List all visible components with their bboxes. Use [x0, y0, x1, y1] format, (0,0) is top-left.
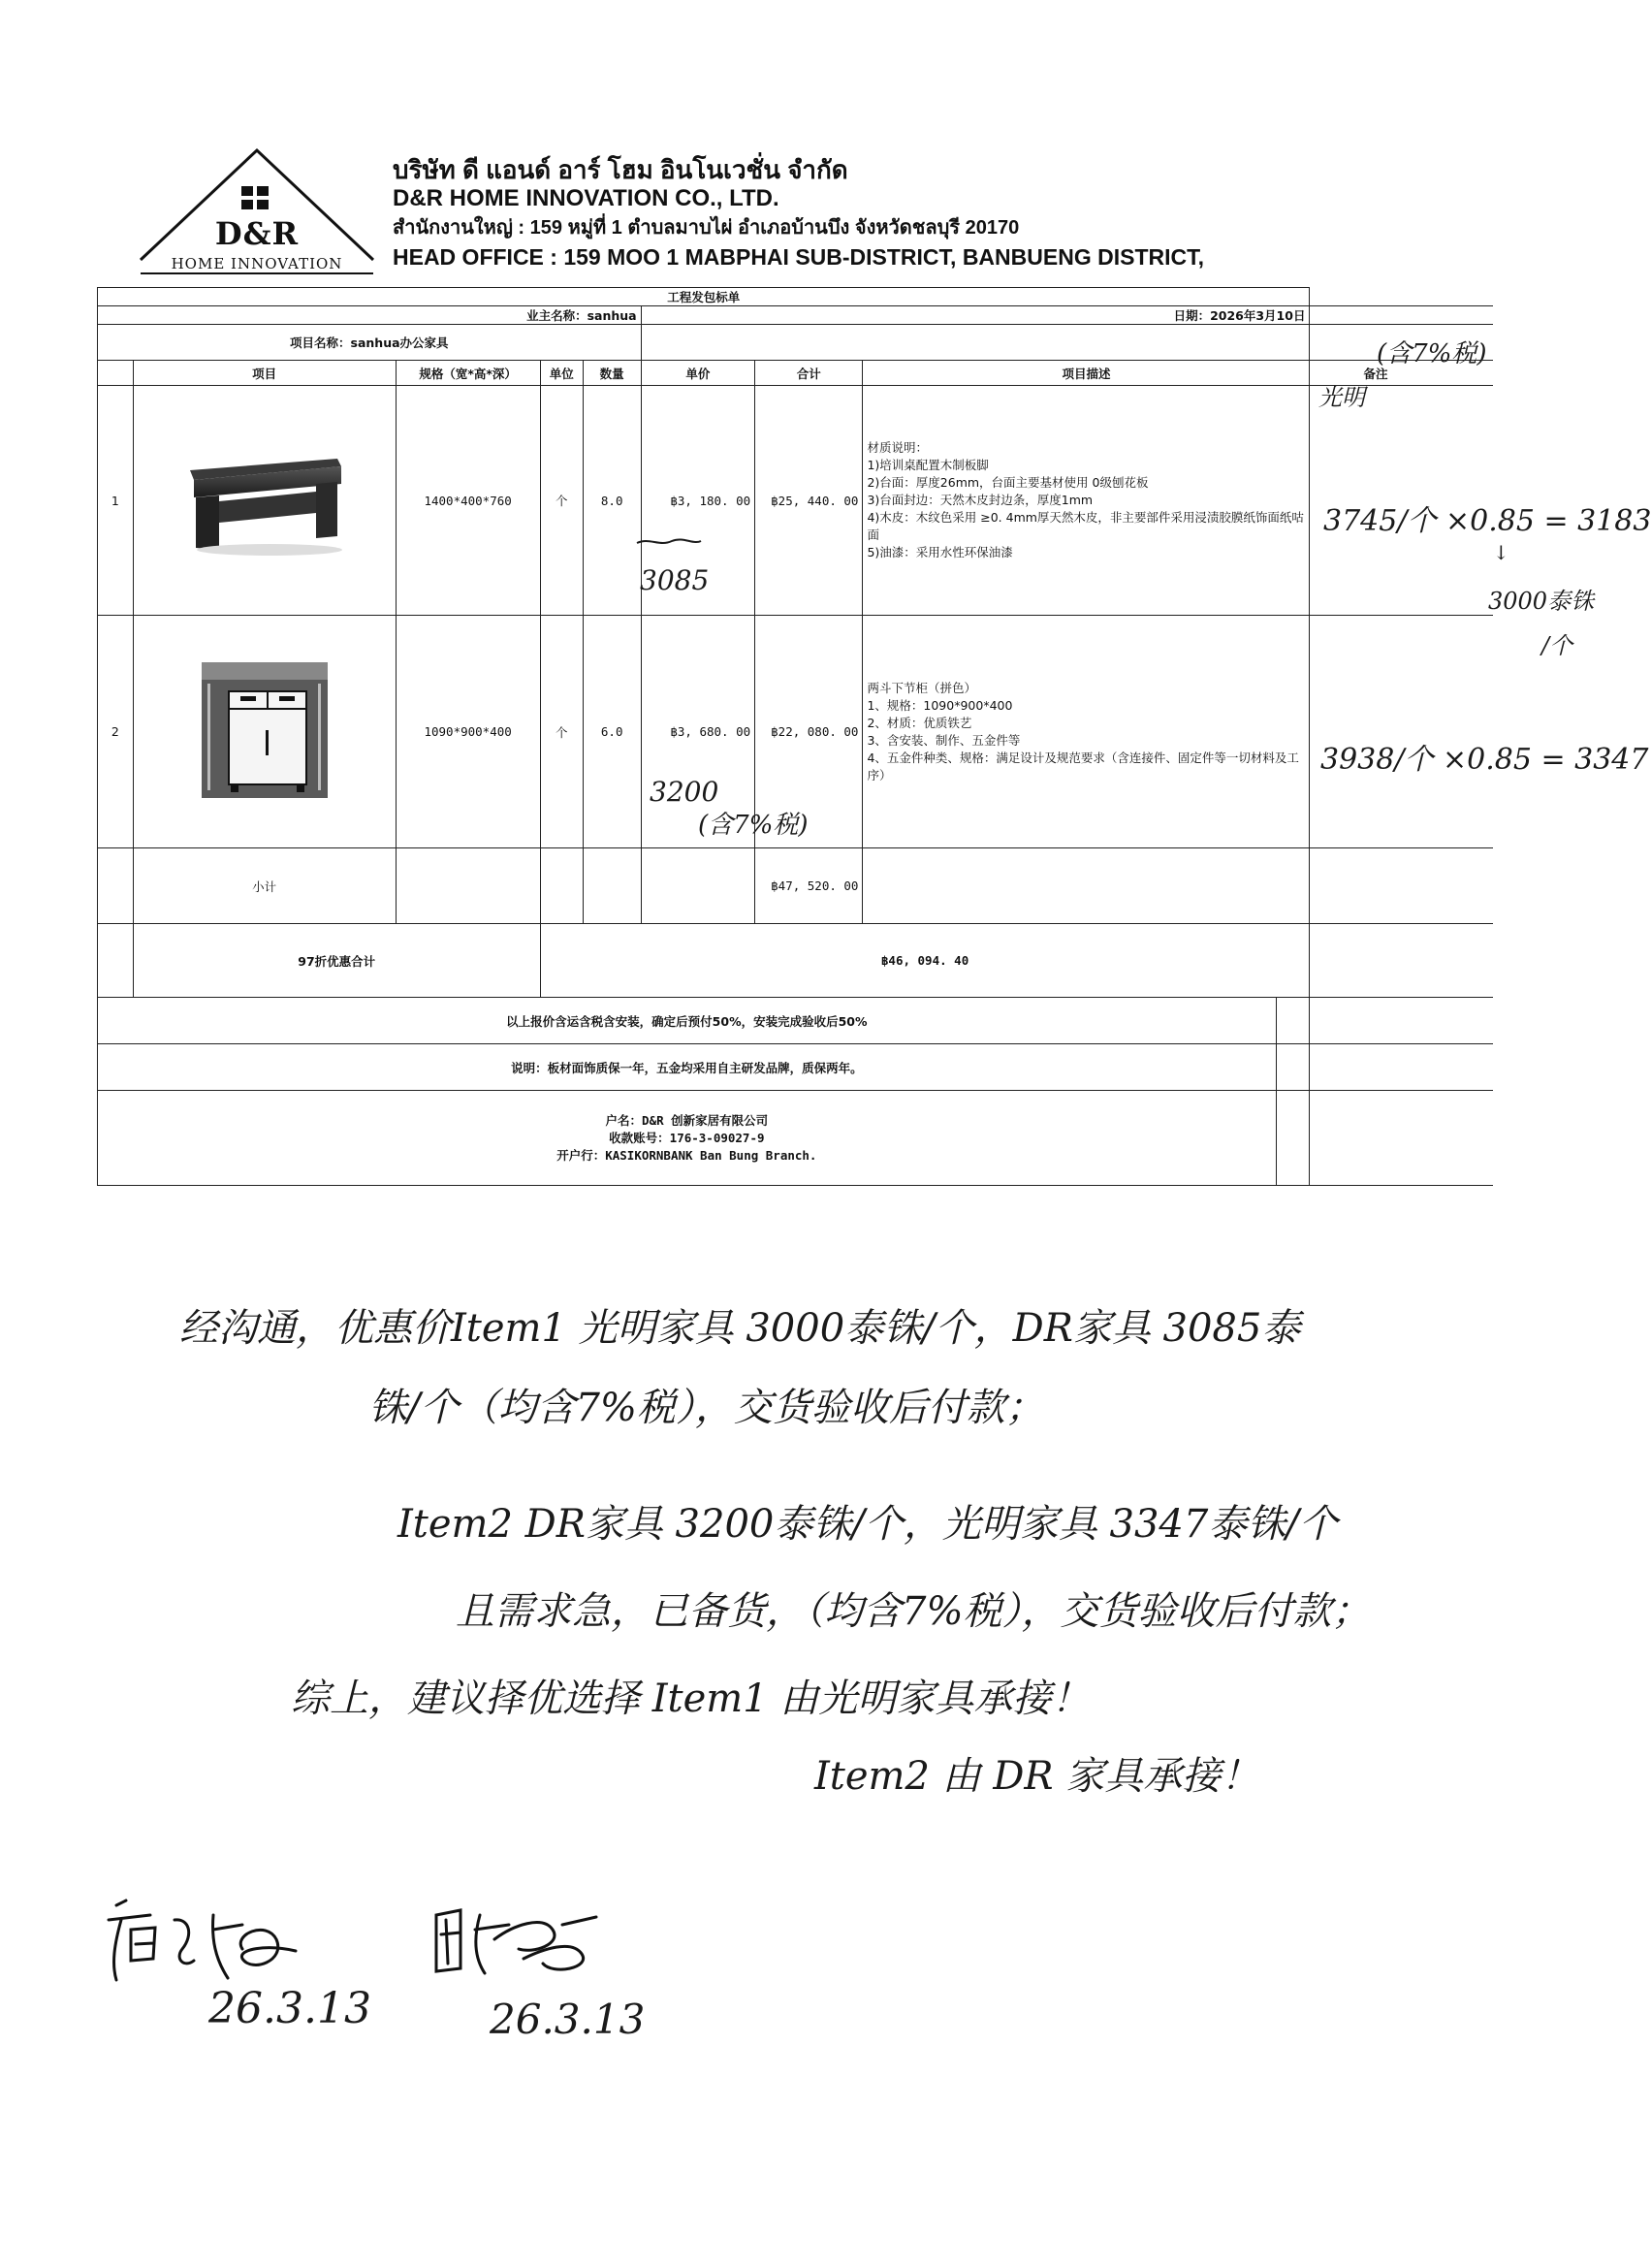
row-unit-price: ฿3, 680. 00: [641, 616, 755, 848]
col-total: 合计: [755, 361, 863, 386]
note-line: 经沟通，优惠价Item1 光明家具 3000泰铢/个，DR家具 3085泰: [179, 1306, 1301, 1351]
drawer-cabinet-image: [133, 616, 396, 848]
logo-sub-text: HOME INNOVATION: [171, 255, 343, 272]
handwritten-row2-calc: 3938/个 ×0.85 = 3347: [1320, 743, 1649, 777]
handwritten-underline: [635, 535, 703, 549]
bank-info: [98, 1091, 1277, 1186]
signature-1: [97, 1891, 310, 1988]
row-unit: 个: [540, 386, 583, 616]
training-desk-image: [133, 386, 396, 616]
address-thai: สำนักงานใหญ่ : 159 หมู่ที่ 1 ตำบลมาบไผ่ อำเภอบ้านบึง จังหวัดชลบุรี 20170: [393, 217, 1020, 239]
subtotal-value: ฿47, 520. 00: [755, 848, 863, 924]
col-qty: 数量: [583, 361, 641, 386]
note-line: 铢/个（均含7%税），交货验收后付款；: [368, 1386, 1044, 1430]
row-number: 1: [98, 386, 134, 616]
warranty-note: 说明：板材面饰质保一年，五金均采用自主研发品牌，质保两年。: [98, 1044, 1277, 1091]
desc-line: 4)木皮：木纹色采用 ≥0. 4mm厚天然木皮，非主要部件采用浸渍胶膜纸饰面纸咕面: [867, 510, 1304, 542]
drawer-cabinet-icon: [202, 662, 328, 798]
col-spec: 规格（宽*高*深）: [396, 361, 540, 386]
signature-2: [427, 1896, 620, 1983]
signature-1-date: 26.3.13: [208, 1984, 371, 2033]
col-price: 单价: [641, 361, 755, 386]
note-line: 综上，建议择优选择 Item1 由光明家具承接！: [291, 1677, 1091, 1721]
col-item: 项目: [133, 361, 396, 386]
row-number: 2: [98, 616, 134, 848]
address-en: HEAD OFFICE : 159 MOO 1 MABPHAI SUB-DISTRICT, BANBUENG DISTRICT,: [393, 244, 1204, 270]
note-line: Item2 DR家具 3200泰铢/个，光明家具 3347泰铢/个: [397, 1502, 1338, 1547]
company-logo: [136, 145, 378, 281]
subtotal-row: [98, 848, 1494, 924]
row-unit: 个: [540, 616, 583, 848]
desc-line: 2)台面：厚度26mm，台面主要基材使用 0级刨花板: [867, 475, 1149, 490]
row-total: ฿25, 440. 00: [755, 386, 863, 616]
handwritten-tax-note: (含7%税): [1377, 339, 1487, 368]
desc-line: 4、五金件种类、规格：满足设计及规范要求（含连接件、固定件等一切材料及工序）: [867, 750, 1299, 783]
desc-line: 3)台面封边：天然木皮封边条，厚度1mm: [867, 493, 1094, 507]
desc-line: 2、材质：优质铁艺: [867, 715, 972, 730]
company-name-thai: บริษัท ดี แอนด์ อาร์ โฮม อินโนเวชั่น จำกัด: [393, 155, 848, 184]
row-total: ฿22, 080. 00: [755, 616, 863, 848]
company-name-en: D&R HOME INNOVATION CO., LTD.: [393, 185, 779, 211]
signature-2-date: 26.3.13: [490, 1996, 646, 2043]
note-line: 且需求急，已备货，（均含7%税），交货验收后付款；: [456, 1589, 1371, 1634]
subtotal-label: 小计: [133, 848, 396, 924]
col-remark: 备注: [1310, 361, 1493, 386]
discount-value: ฿46, 094. 40: [540, 924, 1310, 998]
handwritten-arrow-icon: ↓: [1493, 541, 1509, 564]
bank-account-name: 户名：D&R 创新家居有限公司: [605, 1112, 769, 1128]
row-spec: 1090*900*400: [396, 616, 540, 848]
handwritten-row2-tax: (含7%税): [698, 811, 809, 840]
handwritten-row1-calc2: 3000泰铢: [1488, 588, 1595, 615]
desc-line: 两斗下节柜（拼色）: [867, 680, 976, 695]
quote-date: 日期：2026年3月10日: [641, 306, 1310, 325]
handwritten-row1-calc3: /个: [1541, 632, 1573, 659]
bank-branch: 开户行：KASIKORNBANK Ban Bung Branch.: [556, 1147, 817, 1163]
company-header: [393, 155, 1204, 272]
handwritten-remark-label: 光明: [1318, 384, 1365, 411]
discount-row: [98, 924, 1494, 998]
payment-terms: 以上报价含运含税含安装，确定后预付50%，安装完成验收后50%: [98, 998, 1277, 1044]
table-header-row: [98, 361, 1494, 386]
table-row: [98, 386, 1494, 616]
desc-line: 5)油漆：采用水性环保油漆: [867, 545, 1013, 559]
handwritten-row2-price: 3200: [650, 776, 719, 808]
col-unit: 单位: [540, 361, 583, 386]
desc-line: 1、规格：1090*900*400: [867, 697, 1013, 713]
logo-main-text: D&R: [214, 215, 300, 252]
discount-label: 97折优惠合计: [133, 924, 540, 998]
handwritten-row1-price: 3085: [640, 564, 710, 596]
desc-line: 3、含安装、制作、五金件等: [867, 732, 1021, 748]
bank-account-number: 收款账号：176-3-09027-9: [609, 1130, 765, 1145]
desc-line: 材质说明：: [867, 440, 928, 455]
row-remark: [1310, 616, 1493, 848]
row-description: [863, 616, 1310, 848]
note-line: Item2 由 DR 家具承接！: [814, 1754, 1260, 1799]
desc-line: 1)培训桌配置木制板脚: [867, 458, 989, 472]
project-name: 项目名称：sanhua办公家具: [98, 325, 642, 361]
owner-name: 业主名称：sanhua: [98, 306, 642, 325]
row-unit-price: ฿3, 180. 00: [641, 386, 755, 616]
training-desk-icon: [182, 441, 347, 558]
row-qty: 8.0: [583, 386, 641, 616]
row-spec: 1400*400*760: [396, 386, 540, 616]
row-qty: 6.0: [583, 616, 641, 848]
col-desc: 项目描述: [863, 361, 1310, 386]
row-description: [863, 386, 1310, 616]
quotation-table: [97, 287, 1493, 1186]
handwritten-row1-calc: 3745/个 ×0.85 = 3183: [1323, 504, 1651, 538]
sheet-title: 工程发包标单: [98, 288, 1310, 306]
